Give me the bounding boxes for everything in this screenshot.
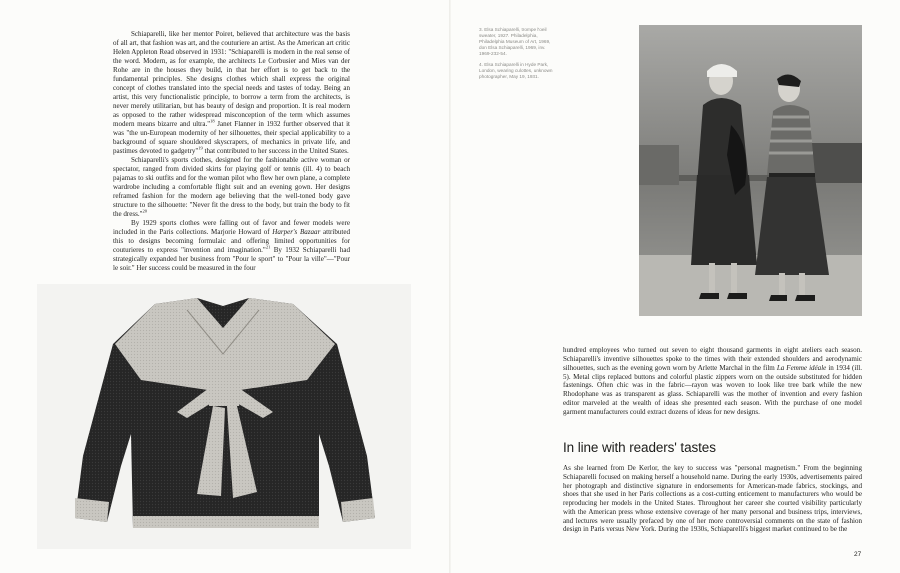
- left-body-text: [113, 30, 350, 273]
- right-body-text-top: [563, 346, 862, 417]
- paragraph: Schiaparelli, like her mentor Poiret, believed that architecture was the basis of all art, that fashion was art, and the couturiere an artist. As the American art critic Helen Appleton Read observed in 1931: "Schiaparelli is modern in the real sense of the word. Modern, as for example, the architects Le Corbusier and Mies van der Rohe are in the houses they build, in that her effort is to get back to the fundamental principles. She designs clothes which shall express the original concept of clothes translated into the special needs and tastes of today. Being an artist, this very functionalistic principle, to borrow a term from the architects, is never merely utilitarian, but has beauty of design and proportion. It is real modern as opposed to the rather widespread misconception of the term which assumes modern means bizarre and ultra."$^{18}$ Janet Flanner in 1932 further observed that it was "the un-European modernity of her silhouettes, their special applicability to a background of square shouldered skyscrapers, of mechanics in private life, and pastimes devoted to gadgetry"$^{19}$ that contributed to her success in the United States.: [113, 30, 350, 155]
- photo-illustration: [639, 25, 862, 316]
- paragraph: By 1929 sports clothes were falling out of favor and fewer models were included in the Paris collections. Marjorie Howard of Harper's Bazaar attributed this to designs becoming formulaic and offering limited opportunities for couturieres to express "invention and imagination."$^{21}$ By 1932 Schiaparelli had strategically expanded her business from "Pour le sport" to "Pour la ville"—"Pour le soir." Her success could be measured in the four: [113, 219, 351, 272]
- section-heading: In line with readers' tastes: [563, 440, 716, 455]
- page-number: 27: [854, 551, 862, 558]
- caption-4: 4. Elsa Schiaparelli in Hyde Park, London, wearing culottes, unknown photographer, May 19, 1931.: [479, 62, 553, 79]
- gutter: [449, 0, 451, 573]
- figure-captions: [479, 27, 555, 85]
- sweater-figure: [37, 284, 411, 549]
- sweater-illustration: [37, 284, 411, 549]
- paragraph: hundred employees who turned out seven to eight thousand garments in eight ateliers each season. Schiaparelli's inventive silhouettes spoke to the times with their extended shoulders and aerodynamic silhouettes, such as the evening gown worn by Arlette Marchal in the film La Femme idéale in 1934 (ill. 5). Metal clips replaced buttons and colorful plastic zippers worn on the outside substituted for hidden fastenings. Often chic was in the fabric—rayon was woven to look like tree bark while the new Rhodophane was as transparent as glass. Schiaparelli was the mother of invention and every fashion editor marveled at the wealth of ideas she presented each season. With the purchase of one model garment manufacturers could extract dozens of ideas for new designs.: [563, 346, 862, 416]
- paragraph: As she learned from De Kerlor, the key to success was "personal magnetism." From the beginning Schiaparelli focused on making herself a household name. During the early 1930s, advertisements paired her photograph and distinctive signature in endorsements for American-made fabrics, stockings, and shoes that she used in her Paris collections as a cost-cutting enticement to manufacturers who would be reproducing her models in the United States. Throughout her career she courted visibility particularly with the American press whose extensive coverage of her many personal and business trips, interviews, and lectures were usually prefaced by one of her more controversial comments on the state of fashion design in Paris versus New York. During the 1930s, Schiaparelli's biggest market continued to be the: [563, 464, 862, 534]
- right-body-text-bottom: [563, 464, 862, 534]
- hyde-park-photo: [639, 25, 862, 316]
- caption-3: 3. Elsa Schiaparelli, trompe l'oeil sweater, 1927. Philadelphia, Philadelphia Museum of Art, 1969, don Elsa Schiaparelli, 1969, inv. 1969-232-54.: [479, 27, 551, 56]
- paragraph: Schiaparelli's sports clothes, designed for the fashionable active woman or spectator, ranged from divided skirts for playing golf or tennis (ill. 4) to beach pajamas to ski outfits and for the woman pilot who flew her own plane, a complete wardrobe including a comfortable flight suit and an evening gown. Her designs reframed fashion for the modern age believing that the well-toned body gave structure to the silhouette: "Never fit the dress to the body, but train the body to fit the dress."$^{20}$: [113, 156, 350, 218]
